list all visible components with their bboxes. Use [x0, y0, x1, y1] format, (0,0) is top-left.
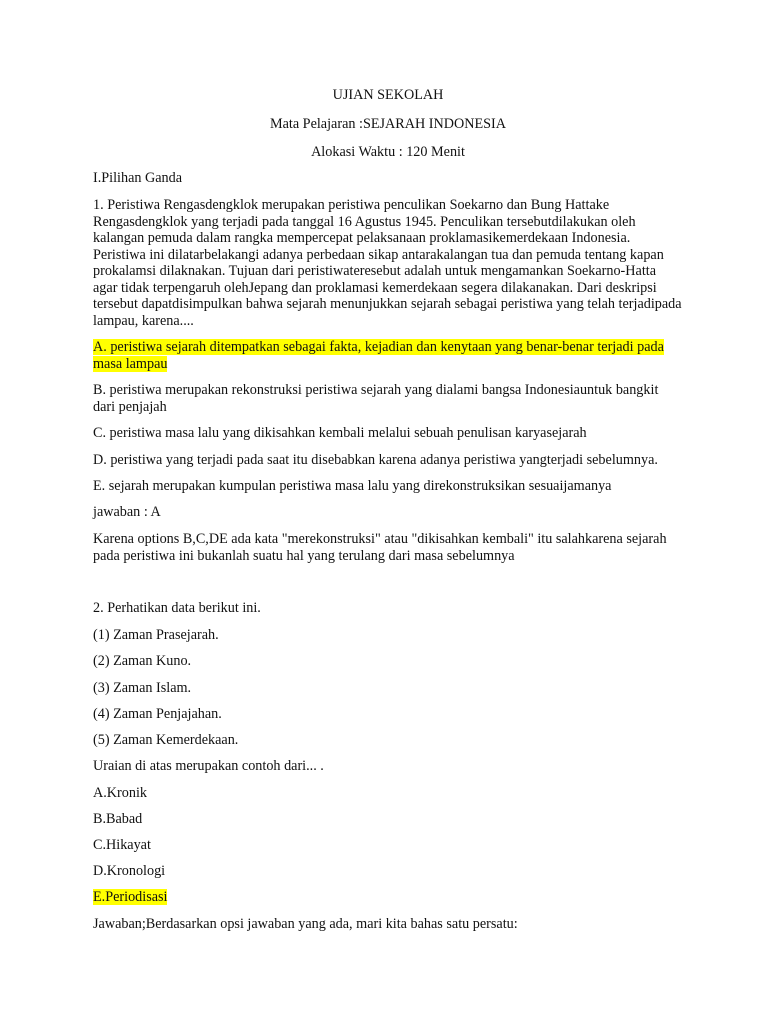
- question-1-text: 1. Peristiwa Rengasdengklok merupakan peristiwa penculikan Soekarno dan Bung Hattake Rengasdengklok yang terjadi pada tanggal 16 Agustus 1945. Penculikan tersebutdilakukan oleh kalangan pemuda dalam rangka mempercepat pelaksanaan proklamasikemerdekaan Indonesia. Peristiwa ini dilatarbelakangi adanya perbedaan sikap antarakalangan tua dan pemuda tentang kapan prokalamsi dilaknakan. Tujuan dari peristiwateresebut adalah untuk mengamankan Soekarno-Hatta agar tidak terpengaruh olehJepang dan proklamasi kemerdekaan segera dilakanakan. Dari deskripsi tersebut dapatdisimpulkan bahwa sejarah menunjukkan sejarah sebagai peristiwa yang telah terjadipada lampau, karena....: [93, 197, 682, 329]
- time-allocation: Alokasi Waktu : 120 Menit: [311, 144, 465, 160]
- q1-option-c: C. peristiwa masa lalu yang dikisahkan kembali melalui sebuah penulisan karyasejarah: [93, 425, 587, 441]
- q2-option-c: C.Hikayat: [93, 837, 151, 853]
- q2-prompt: Uraian di atas merupakan contoh dari... .: [93, 758, 324, 774]
- q2-item-4: (4) Zaman Penjajahan.: [93, 706, 222, 722]
- question-2-text: 2. Perhatikan data berikut ini.: [93, 600, 261, 616]
- q2-option-d: D.Kronologi: [93, 863, 166, 879]
- q2-item-5: (5) Zaman Kemerdekaan.: [93, 732, 239, 748]
- subject-line: Mata Pelajaran :SEJARAH INDONESIA: [269, 116, 507, 132]
- q1-option-b: B. peristiwa merupakan rekonstruksi peristiwa sejarah yang dialami bangsa Indonesiauntuk bangkit dari penjajah: [93, 382, 659, 415]
- q2-option-a: A.Kronik: [93, 785, 147, 801]
- q1-option-d: D. peristiwa yang terjadi pada saat itu disebabkan karena adanya peristiwa yangterjadi sebelumnya.: [93, 452, 658, 468]
- exam-title: UJIAN SEKOLAH: [332, 87, 444, 103]
- q1-option-a-text: A. peristiwa sejarah ditempatkan sebagai fakta, kejadian dan kenytaan yang benar-benar terjadi pada masa lampau: [93, 339, 664, 372]
- q2-answer-intro: Jawaban;Berdasarkan opsi jawaban yang ada, mari kita bahas satu persatu:: [93, 916, 518, 932]
- q1-option-e: E. sejarah merupakan kumpulan peristiwa masa lalu yang direkonstruksikan sesuaijamanya: [93, 478, 612, 494]
- section-heading: I.Pilihan Ganda: [93, 170, 183, 186]
- q2-item-3: (3) Zaman Islam.: [93, 680, 192, 696]
- q2-option-e-text: E.Periodisasi: [93, 889, 168, 905]
- q1-explanation: Karena options B,C,DE ada kata "merekonstruksi" atau "dikisahkan kembali" itu salahkarena sejarah pada peristiwa ini bukanlah suatu hal yang terulang dari masa sebelumnya: [93, 531, 667, 564]
- q2-option-e: [93, 889, 167, 906]
- q2-item-2: (2) Zaman Kuno.: [93, 653, 192, 669]
- q1-answer: jawaban : A: [93, 504, 161, 520]
- q1-option-a: [93, 339, 683, 372]
- q2-item-1: (1) Zaman Prasejarah.: [93, 627, 219, 643]
- q2-option-b: B.Babad: [93, 811, 143, 827]
